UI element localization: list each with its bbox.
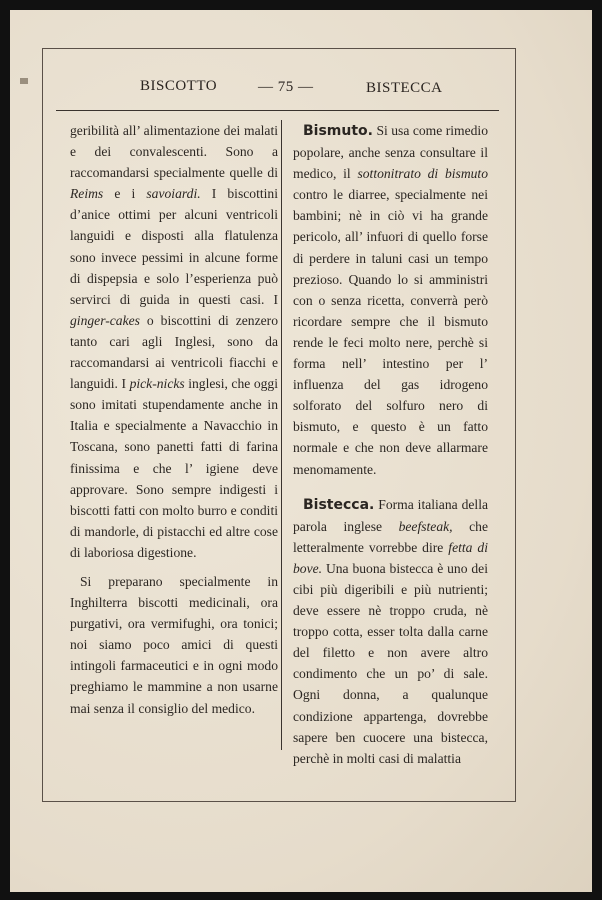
bistecca-headword: Bistecca. bbox=[303, 496, 375, 513]
biscotto-paragraph-continued: geribilità all’ alimentazione dei malati e dei convalescenti. Sono a raccomandarsi specialmente quelle di Reims e i savoiardi. I biscottini d’anice ottimi per alcuni ventricoli languidi e disposti alla flatulenza sono invece pessimi in alcune forme di dispepsia e solo l’esperienza può servirci di guida in questi casi. I ginger-cakes o biscottini di zenzero tanto cari agli Inglesi, sono da raccomandarsi ai ventricoli fiacchi e languidi. I pick-nicks inglesi, che oggi sono imitati stupendamente anche in Italia e specialmente a Navacchio in Toscana, sono panetti fatti di farina finissima e che l’ igiene deve approvare. Sono sempre indigesti i biscotti fatti con molto burro e conditi di mandorle, di pistacchi ed altre cose di laboriosa digestione. bbox=[70, 123, 279, 560]
page-edge-mark bbox=[20, 78, 28, 84]
biscotto-medicinal-paragraph: Si preparano specialmente in Inghilterra biscotti medicinali, ora purgativi, ora vermifughi, ora tonici; noi siamo poco amici di questi intingoli farmaceutici e in ogni modo preghiamo le mammine a non usarne mai senza il consiglio del medico. bbox=[70, 573, 278, 716]
running-header bbox=[42, 78, 516, 100]
page-number: — 75 — bbox=[258, 79, 314, 95]
column-divider bbox=[281, 120, 282, 750]
bismuto-entry: Bismuto. Si usa come rimedio popolare, anche senza consultare il medico, il sottonitrato di bismuto contro le diarree, specialmente nei bambini; nè in ciò vi ha grande pericolo, all’ infuori di quello forse di perdere in taluni casi un tempo prezioso. Quando lo si amministri con o senza ricetta, converrà però ricordare sempre che il bismuto rende le feci molto nere, perchè si forma nell’ intestino per l’ influenza del gas idrogeno solforato del solfuro nero di bismuto, e questo è un fatto normale e che non deve allarmare menomamente. bbox=[293, 123, 489, 477]
bismuto-headword: Bismuto. bbox=[303, 123, 373, 139]
header-rule bbox=[56, 110, 499, 111]
left-column bbox=[70, 120, 278, 719]
header-right-word: BISTECCA bbox=[366, 80, 443, 96]
right-column bbox=[293, 120, 488, 769]
header-left-word: BISCOTTO bbox=[140, 78, 218, 94]
bistecca-entry: Bistecca. Forma italiana della parola inglese beefsteak, che letteralmente vorrebbe dire fetta di bove. Una buona bistecca è uno dei cibi più digeribili e più nutrienti; deve essere nè troppo cruda, nè troppo cotta, esser tolta dalla carne del filetto e non avere altro condimento che un po’ di sale. Ogni donna, a qualunque condizione appartenga, dovrebbe sapere ben cuocere una bistecca, perchè in molti casi di malattia bbox=[293, 496, 488, 766]
